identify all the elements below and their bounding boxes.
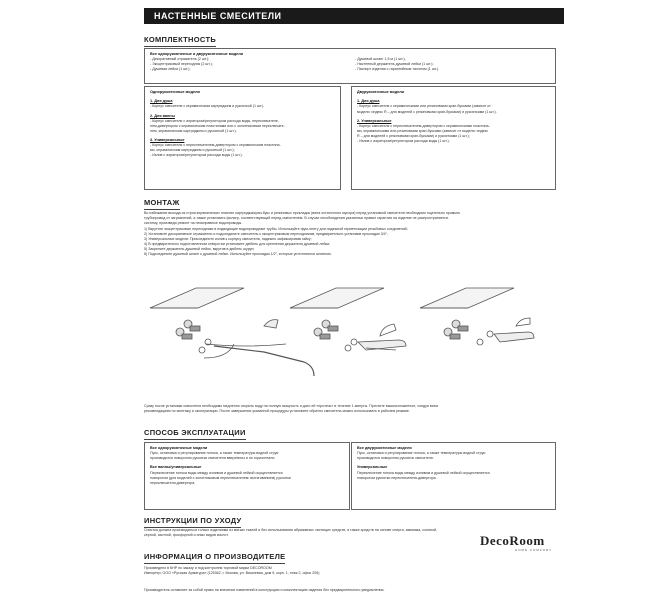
usage-double-line: Пуск, остановка и регулирование потока, а также температуры водной струи <box>357 451 486 456</box>
illustration-wall-3 <box>420 288 514 308</box>
mount-after <box>144 404 554 414</box>
illustration-mixer-1 <box>176 320 314 376</box>
mount-intro-line: Во избежание выхода из строя керамических пластин картриджа/кран-букс и резиновых прокладок (вина остаточного мусора) перед установкой смесителя необходимо тщательно промыть <box>144 211 461 215</box>
logo-subtitle: HOME COMFORT <box>515 548 552 552</box>
usage-single-line: производится поворотом рукоятки смесителя вверх/вниз и по горизонтали. <box>150 456 276 461</box>
kit-all-item: - Душевая лейка (1 шт.); <box>150 67 191 72</box>
kit-single-title: Однорукояточные модели <box>150 90 200 94</box>
kit-single-item: - Корпус смесителя с переключателем-дивертором с керамическим пластина- <box>150 143 281 148</box>
mount-intro-line: трубопровод от загрязнений, а также установить фильтр, соответствующий перед смесителем. В случае несоблюдения указанных правил гарантия на изделие не распространяется. <box>144 216 449 221</box>
kit-all-item: - Паспорт изделия с гарантийным талоном (1 шт.). <box>355 67 440 72</box>
illustration-wall-2 <box>290 288 384 308</box>
mount-intro <box>144 211 554 226</box>
mount-steps <box>144 227 554 258</box>
kit-double-item: ми, керамическими или резиновыми кран-буксами (зависит от модели: индекс <box>357 128 489 133</box>
kit-all-item: - Настенный держатель душевой лейки (1 шт.); <box>355 62 434 67</box>
usage-double-box <box>351 442 556 510</box>
kit-double-item: - Излив с аэратором/регулятором расхода воды (1 шт.). <box>357 139 450 144</box>
maker-lines <box>144 566 474 576</box>
care-line: Очистка должна производиться только изделиями из мягких тканей и без использования абразивных чистящих средств, а также средств на основе спирта, аммиака, соляной, <box>144 528 438 532</box>
kit-double-group-1: 1. Для душа <box>357 99 380 104</box>
illustration-mixer-3 <box>444 318 534 345</box>
illustration-mixer-2 <box>314 320 406 351</box>
mount-intro-line: систему, произведя ремонт на неисправные водопроводы. <box>144 221 243 226</box>
kit-all-title: Все однорукояточные и двурукояточные модели <box>150 52 244 56</box>
kit-all-item: - Душевой шланг 1,5 м (1 шт.); <box>355 57 406 61</box>
mount-step: 5) Закрепите держатель душевой лейки, вкрутив в дюбель шуруп; <box>144 247 255 252</box>
kit-double-item: модели: индекс R – для моделей с резиновыми кран-буксами) и рукоятками (1 шт.). <box>357 109 497 114</box>
mount-after-line: Сразу после установки смесителя необходимо медленно открыть воду на полную мощность и дать ей «протечь» в течение 1 минуты. Прочтите вышеизложенное, следуя всем <box>144 404 438 408</box>
kit-single-item: - Корпус смесителя с аэратором/регулятором расхода воды, переключателе- <box>150 118 280 123</box>
kit-single-item: лем, керамическим картриджем и рукояткой (1 шт.). <box>150 128 237 133</box>
usage-double-title-1: Все двурукояточные модели <box>357 446 412 450</box>
kit-single-item: лем-дивертором с керамическим пластинами или с золотниковым переключате- <box>150 123 285 128</box>
usage-single-box <box>144 442 350 510</box>
kit-double-box <box>351 86 556 190</box>
kit-double-item: - Корпус смесителя с переключателем-дивертором с керамическими пластина- <box>357 123 490 128</box>
usage-double-line: поворотом рукоятки переключателя-дивертора. <box>357 475 437 480</box>
kit-single-group-1: 1. Для душа <box>150 99 173 104</box>
decoroom-logo <box>480 533 552 559</box>
mount-after-line: рекомендациям по монтажу и эксплуатации. После завершения указанной процедуры установите обратно смеситель можно использовать в рабочем режиме. <box>144 409 410 414</box>
mount-step: 3) Универсальные модели: Присоедините излив к корпусу смесителя, надежно зафиксировав гайку; <box>144 237 312 242</box>
kit-single-item: - Корпус смесителя с керамическим картриджем и рукояткой (1 шт.). <box>150 104 265 109</box>
section-maker-heading: ИНФОРМАЦИЯ О ПРОИЗВОДИТЕЛЕ <box>144 552 285 564</box>
kit-double-item: - Корпус смесителя с керамическими или резиновыми кран-буксами (зависит от <box>357 104 491 109</box>
kit-double-group-2: 2. Универсальные <box>357 118 392 123</box>
usage-single-line: Пуск, остановка и регулирование потока, а также температуры водной струи <box>150 451 279 456</box>
section-kit-heading: КОМПЛЕКТНОСТЬ <box>144 35 216 47</box>
usage-double-line: производится поворотом рукояток смесителя. <box>357 456 434 461</box>
page-banner: НАСТЕННЫЕ СМЕСИТЕЛИ <box>144 8 564 24</box>
kit-double-item: R – для моделей с резиновыми кран-буксами) и рукоятками (1 шт.); <box>357 133 470 138</box>
usage-single-line: переключателя-дивертора. <box>150 480 196 485</box>
mount-step: 6) Подсоедините душевой шланг к душевой лейке. Используйте прокладки 1/2", которые уплотняются шлангом. <box>144 252 332 257</box>
kit-all-box <box>144 48 556 84</box>
kit-single-item: ми, керамическим картриджем и рукояткой (1 шт.); <box>150 148 235 153</box>
maker-line: Импортер: ООО «Русская Арматура» (125362, г. Москва, ул. Вишневая, дом 9, корп. 1, этаж 2, офис 205) <box>144 571 320 576</box>
usage-double-title-2: Универсальные <box>357 465 388 470</box>
section-care-heading: ИНСТРУКЦИИ ПО УХОДУ <box>144 516 241 528</box>
usage-double-line: Переключение потока воды между изливом и душевой лейкой осуществляется <box>357 470 490 475</box>
kit-single-box <box>144 86 341 190</box>
usage-single-title-1: Все однорукояточные модели <box>150 446 208 450</box>
section-usage-heading: СПОСОБ ЭКСПЛУАТАЦИИ <box>144 428 246 440</box>
mount-step: 1) Вкрутите эксцентриковые переходники в подводящие водопроводные трубы. Используйте фум-ленту для надежной герметизации резьбовых соединений; <box>144 227 408 231</box>
mount-step: 2) Установите декоративные отражатели и подсоедините смеситель к эксцентриковым переходникам, предварительно установив прокладки 3/4"; <box>144 232 388 237</box>
maker-line: Произведено в КНР по заказу и под контролем торговой марки DECOROOM <box>144 566 272 570</box>
kit-single-item: - Излив с аэратором/регулятором расхода воды (1 шт.). <box>150 153 243 158</box>
usage-single-line: Переключение потока воды между изливом и душевой лейкой осуществляется <box>150 470 283 475</box>
kit-all-item: - Эксцентриковый переходник (2 шт.); <box>150 62 213 67</box>
kit-all-item: - Декоративный отражатель (2 шт.); <box>150 57 210 62</box>
care-line: серной, азотной, фосфорной и иных видов кислот. <box>144 533 229 538</box>
mount-illustration <box>144 286 554 398</box>
usage-single-title-2: Все ванны/универсальные <box>150 465 202 470</box>
kit-single-group-3: 3. Универсальные <box>150 137 185 142</box>
kit-single-group-2: 2. Для ванны <box>150 113 175 118</box>
kit-double-title: Двурукояточные модели <box>357 90 404 94</box>
logo-name: DecoRoom <box>480 533 545 548</box>
section-mount-heading: МОНТАЖ <box>144 198 180 210</box>
maker-note: Производитель оставляет за собой право на внесение изменений в конструкцию и комплектацию изделия без предварительного уведомления. <box>144 588 385 592</box>
mount-step: 4) В предварительно подготовленном отверстии установите дюбель для крепления держателя душевой лейки; <box>144 242 331 247</box>
usage-single-line: поворотом (для моделей с золотниковым переключателем: вытягиванием) рукоятки <box>150 475 291 480</box>
illustration-wall-1 <box>150 288 244 308</box>
